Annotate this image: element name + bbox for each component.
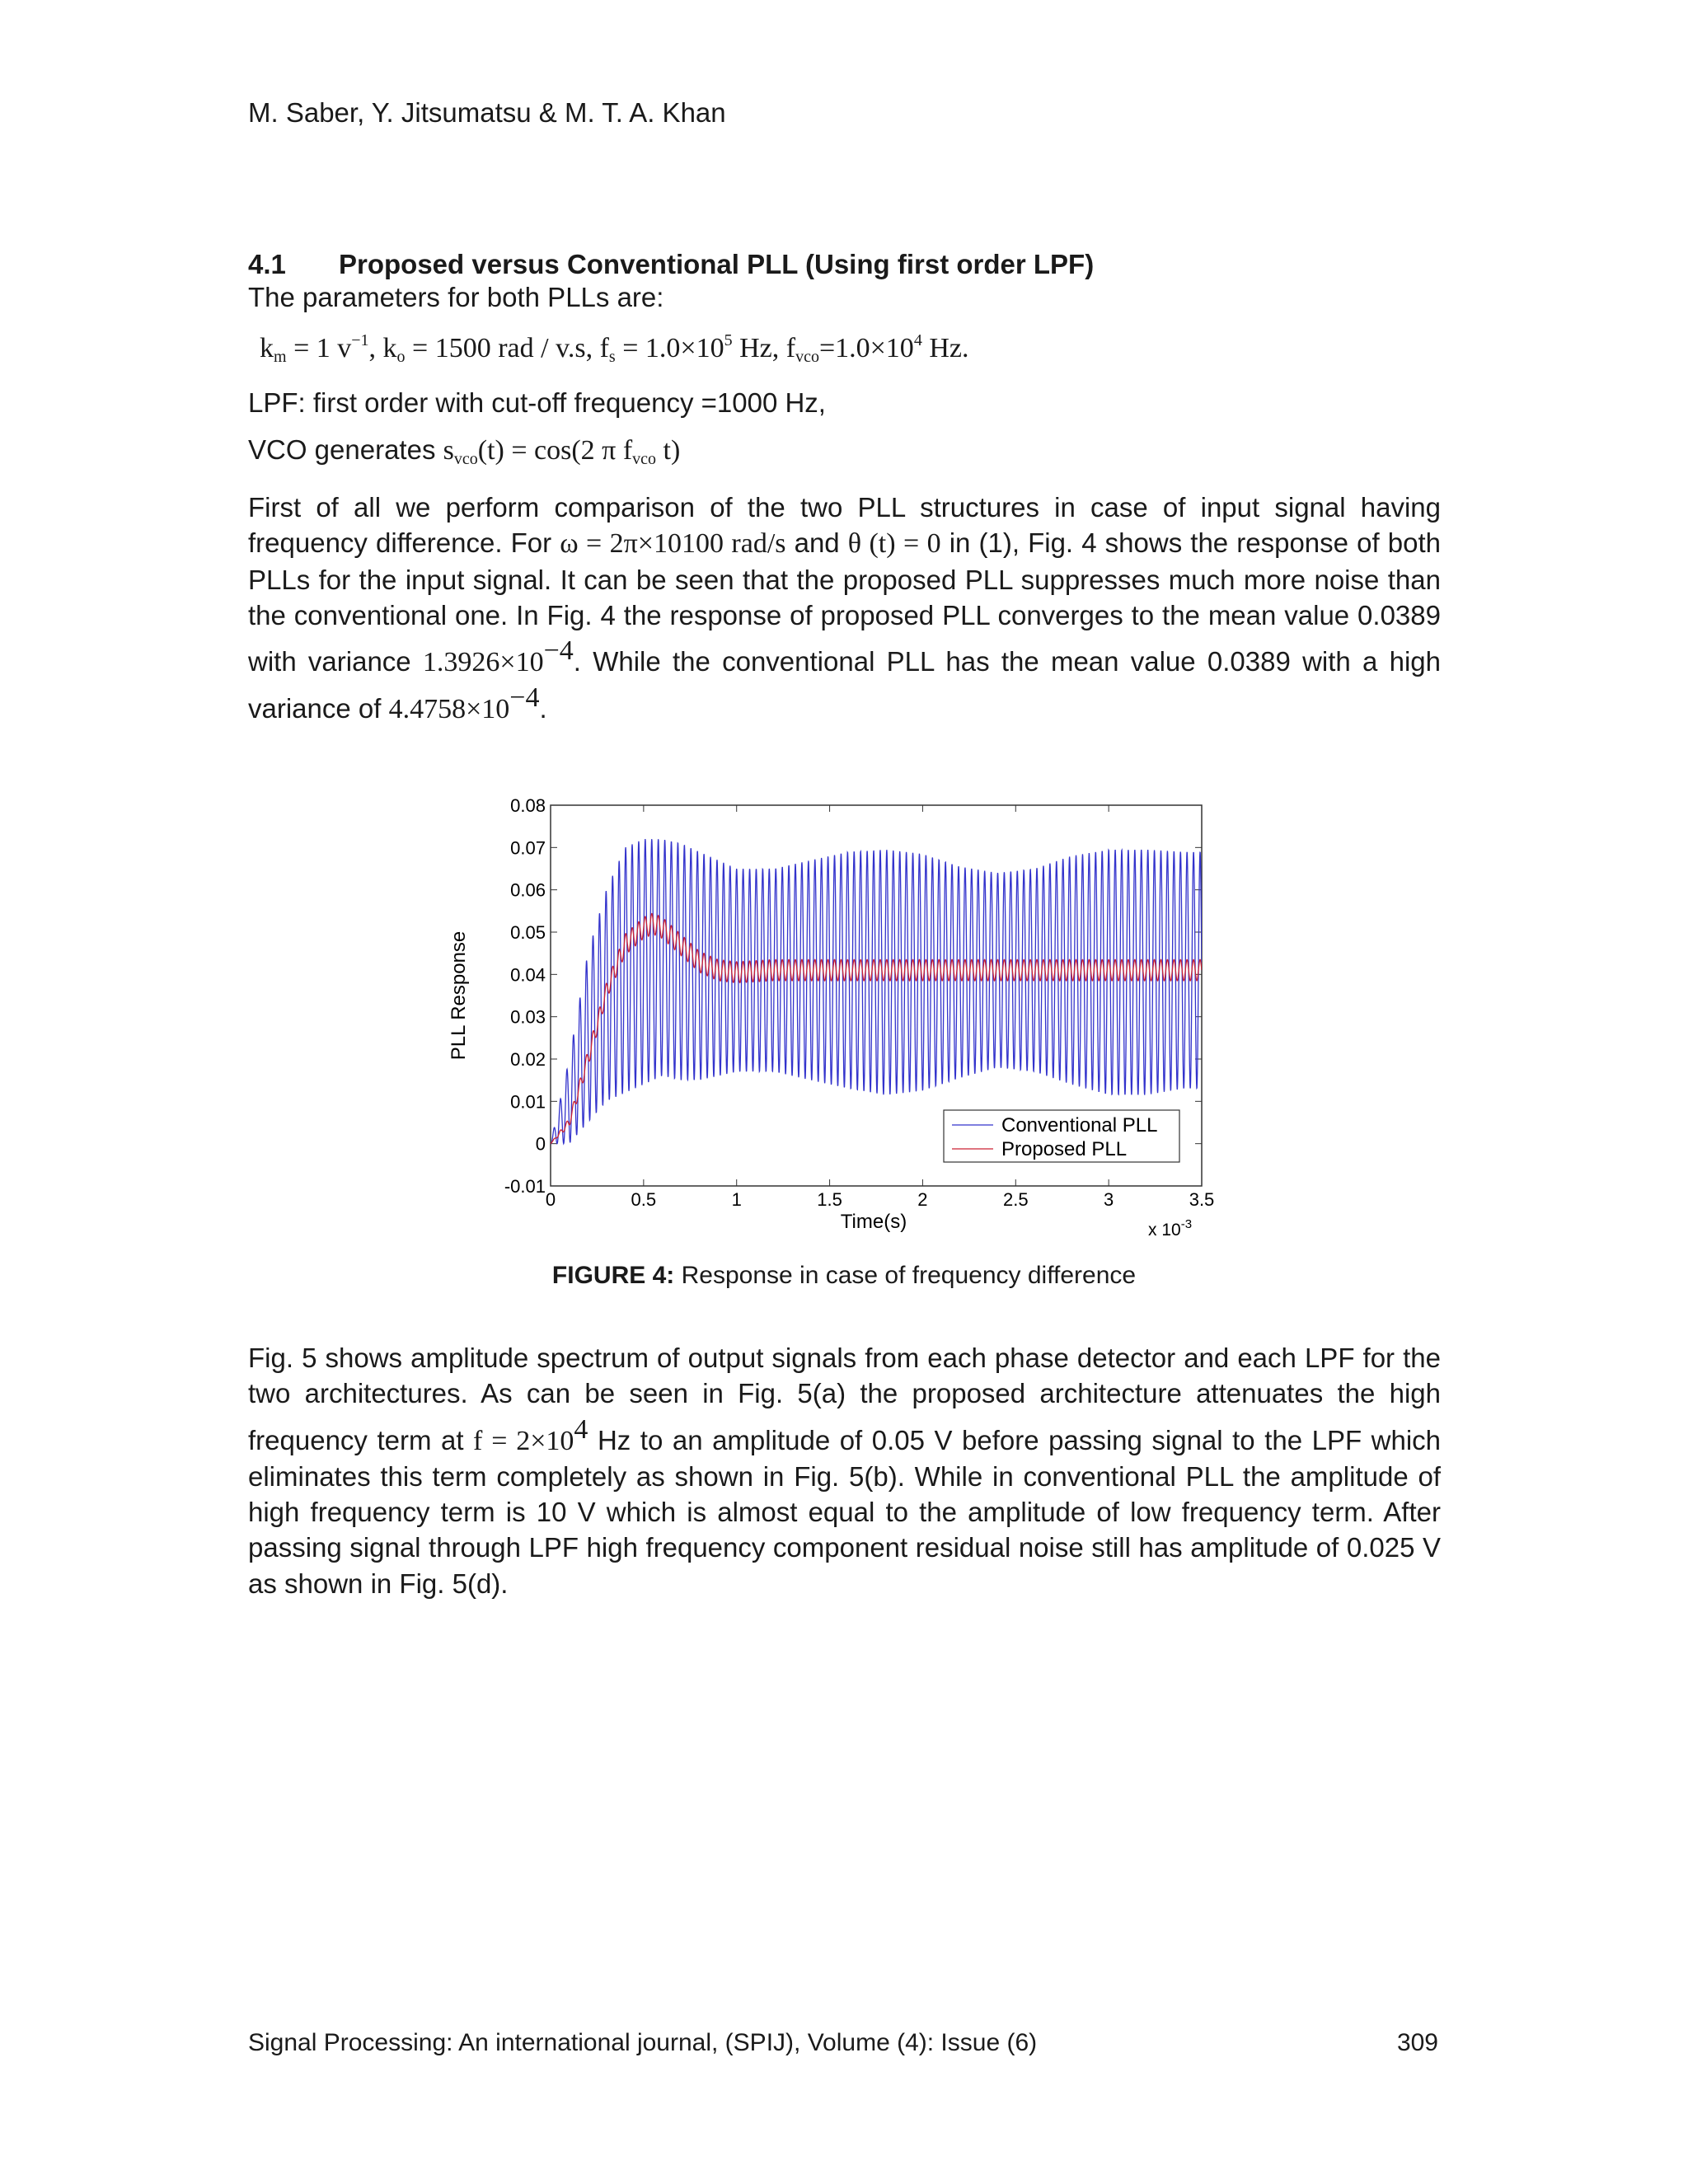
lpf-line: LPF: first order with cut-off frequency =1000 Hz,	[248, 387, 826, 418]
legend-label-proposed: Proposed PLL	[1001, 1138, 1128, 1160]
x-tick-label: 3.5	[1189, 1189, 1215, 1210]
x-tick-label: 1.5	[817, 1189, 842, 1210]
section-title: Proposed versus Conventional PLL (Using first order LPF)	[339, 249, 1095, 279]
intro-line: The parameters for both PLLs are:	[248, 282, 664, 312]
y-tick-label: 0.01	[510, 1091, 546, 1113]
x-multiplier: x $10^{-3}$	[1148, 1217, 1193, 1240]
y-tick-label: 0.04	[510, 964, 546, 986]
y-tick-label: 0	[535, 1133, 546, 1155]
x-tick-label: 0.5	[631, 1189, 657, 1210]
paragraph-2: Fig. 5 shows amplitude spectrum of output signals from each phase detector and each LPF for the two architectures. As can be seen in Fig. 5(a) the proposed architecture attenuates the high frequency term at $f = 2\times 10^4$ Hz to an amplitude of 0.05 V before passing signal to the LPF which eliminates this term completely as shown in Fig. 5(b). While in conventional PLL the amplitude of high frequency term is 10 V which is almost equal to the amplitude of low frequency term. After passing signal through LPF high frequency component residual noise still has amplitude of 0.025 V as shown in Fig. 5(d).	[248, 1343, 1442, 1599]
paragraph-1: First of all we perform comparison of the two PLL structures in case of input signal having frequency difference. For ω = 2π×10100 rad/s and θ (t) = 0 in (1), Fig. 4 shows the response of both PLLs for the input signal. It can be seen that the proposed PLL suppresses much more noise than the conventional one. In Fig. 4 the response of proposed PLL converges to the mean value 0.0389 with variance $1.3926\times 10^{-4}$. While the conventional PLL has the mean value 0.0389 with a high variance of $4.4758\times 10^{-4}$.	[248, 492, 1441, 725]
y-tick-label: 0.06	[510, 879, 546, 901]
x-tick-label: 2.5	[1002, 1189, 1029, 1210]
y-tick-label: 0.03	[510, 1006, 546, 1028]
figure-caption: FIGURE 4: Response in case of frequency difference	[551, 1262, 1137, 1289]
footer-journal: Signal Processing: An international journal, (SPIJ), Volume (4): Issue (6)	[248, 2029, 1038, 2056]
y-tick-label: 0.07	[510, 837, 546, 859]
footer-page-number: 309	[1396, 2029, 1438, 2056]
x-tick-label: 1	[731, 1189, 742, 1210]
y-tick-label: 0.08	[510, 795, 546, 816]
x-tick-label: 3	[1104, 1189, 1114, 1210]
y-tick-label: 0.02	[510, 1049, 546, 1070]
y-tick-label: -0.01	[504, 1176, 546, 1197]
y-axis-label: PLL Response	[448, 930, 470, 1061]
y-tick-label: 0.05	[510, 922, 546, 943]
x-tick-label: 0	[545, 1189, 556, 1210]
section-heading	[248, 249, 1094, 280]
legend	[944, 1110, 1179, 1162]
legend-label-conventional: Conventional PLL	[1001, 1114, 1158, 1137]
vco-line: VCO generates $s_{vco}(t) = \cos(2$ π $f_{vco}$ t)	[248, 434, 681, 468]
running-header: M. Saber, Y. Jitsumatsu & M. T. A. Khan	[248, 97, 726, 128]
section-number: 4.1	[248, 249, 286, 279]
x-tick-label: 2	[917, 1189, 928, 1210]
x-axis-label: Time(s)	[840, 1211, 907, 1233]
figure-4-chart	[445, 787, 1236, 1249]
parameters-equation: $k_m = 1$ $v^{-1}$, $k_o = 1500$ rad / v.s, $f_s = 1.0\times 10^5$ Hz, $f_{vco}=1.0\times 10^4$ Hz.	[260, 331, 969, 366]
